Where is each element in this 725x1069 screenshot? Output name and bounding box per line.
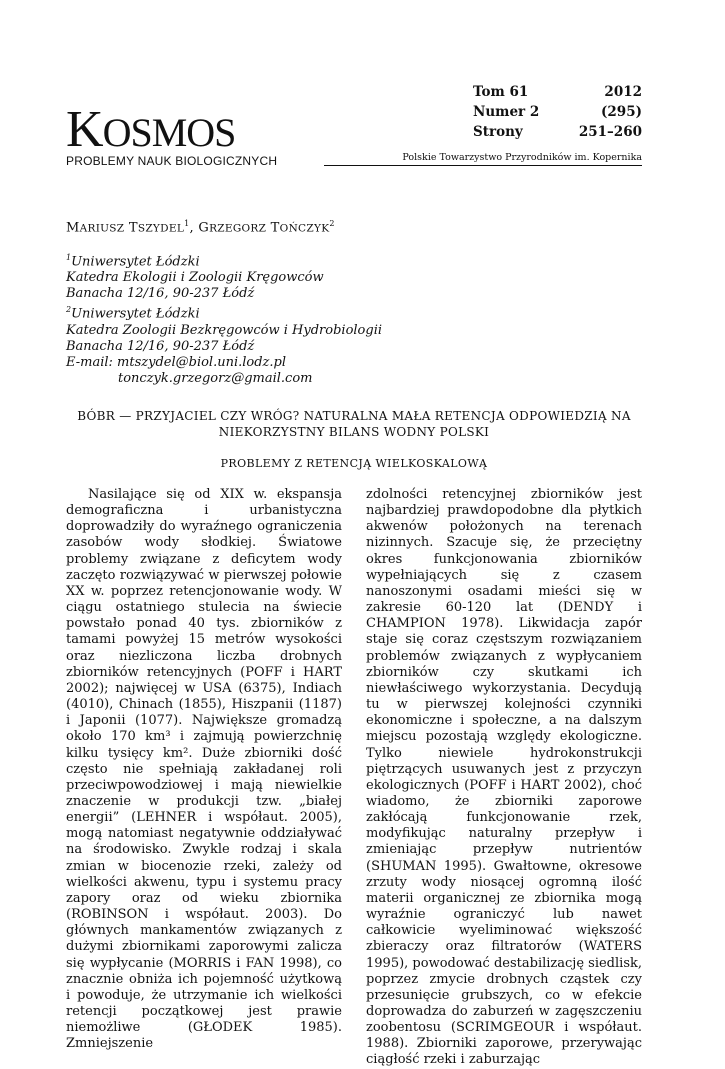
authors: MARIUSZ TSZYDEL$^1$, GRZEGORZ TOŃCZYK$^2$	[66, 219, 335, 236]
body-column-right: zdolności retencyjnej zbiorników jest najbardziej prawdopodobne dla płytkich akwenów położonych na terenach nizinnych. Szacuje się, że przeciętny okres funkcjonowania zbiorników wypełniających się z czasem nanoszonymi osadami mieści się w zakresie 60-120 lat (DENDY i CHAMPION 1978). Likwidacja zapór staje się coraz częstszym rozwiązaniem problemów związanych z wypłycaniem zbiorników czy skutkami ich niewłaściwego wykorzystania. Decydują tu w pierwszej kolejności czynniki ekonomiczne i społeczne, a na dalszym miejscu pozostają względy ekologiczne. Tylko niewiele hydrokonstrukcji piętrzących usuwanych jest z przyczyn ekologicznych (POFF i HART 2002), choć wiadomo, że zbiorniki zaporowe zakłócają funkcjonowanie rzek, modyfikując naturalny przepływ i zmieniając przepływ nutrientów (SHUMAN 1995). Gwałtowne, okresowe zrzuty wody niosącej ogromną ilość materii organicznej ze zbiornika mogą wyraźnie ograniczyć lub nawet całkowicie wyeliminować większość zbieraczy oraz filtratorów (WATERS 1995), powodować destabilizację siedlisk, poprzez zmycie drobnych cząstek czy przesunięcie grubszych, co w efekcie doprowadza do zaburzeń w zagęszczeniu zoobentosu (SCRIMGEOUR i współaut. 1988). Zbiorniki zaporowe, przerywając ciągłość rzeki i zaburzając	[366, 487, 642, 1068]
journal-subtitle: PROBLEMY NAUK BIOLOGICZNYCH	[66, 154, 278, 168]
masthead-rule	[324, 165, 642, 166]
section-heading: PROBLEMY Z RETENCJĄ WIELKOSKALOWĄ	[220, 457, 488, 470]
issue-info	[473, 84, 642, 144]
issue-number: Numer 2 (295)	[473, 104, 642, 120]
masthead	[66, 84, 642, 174]
article-title: BÓBR — PRZYJACIEL CZY WRÓG? NATURALNA MAŁA RETENCJA ODPOWIEDZIĄ NA NIEKORZYSTNY BILANS WODNY POLSKI	[77, 409, 631, 439]
affiliations	[66, 250, 382, 387]
society-name: Polskie Towarzystwo Przyrodników im. Kopernika	[402, 152, 642, 163]
affiliation-line: Banacha 12/16, 90-237 Łódź	[66, 286, 255, 302]
issue-volume: Tom 61 2012	[473, 84, 642, 100]
email-line: tonczyk.grzegorz@gmail.com	[118, 370, 313, 386]
affiliation-line: Banacha 12/16, 90-237 Łódź	[66, 338, 255, 354]
issue-pages: Strony 251–260	[473, 124, 642, 140]
affiliation-line: $^1$Uniwersytet Łódzki	[66, 253, 200, 270]
affiliation-line: Katedra Ekologii i Zoologii Kręgowców	[66, 270, 324, 286]
email-line: E-mail: mtszydel@biol.uni.lodz.pl	[66, 354, 287, 370]
body-column-left: Nasilające się od XIX w. ekspansja demograficzna i urbanistyczna doprowadziły do wyraźnego ograniczenia zasobów wody słodkiej. Światowe problemy związane z deficytem wody zaczęto rozwiązywać w pierwszej połowie XX w. poprzez retencjonowanie wody. W ciągu ostatniego stulecia na świecie powstało ponad 40 tys. zbiorników z tamami powyżej 15 metrów wysokości oraz niezliczona liczba drobnych zbiorników retencyjnych (POFF i HART 2002); najwięcej w USA (6375), Indiach (4010), Chinach (1855), Hiszpanii (1187) i Japonii (1077). Największe gromadzą około 170 km³ i zajmują powierzchnię kilku tysięcy km². Duże zbiorniki dość często nie spełniają zakładanej roli przeciwpowodziowej i mają niewielkie znaczenie w produkcji tzw. „białej energii” (LEHNER i współaut. 2005), mogą natomiast negatywnie oddziaływać na środowisko. Zwykle rodzaj i skala zmian w biocenozie rzeki, zależy od wielkości akwenu, typu i systemu pracy zapory oraz od wieku zbiornika (ROBINSON i współaut. 2003). Do głównych mankamentów związanych z dużymi zbiornikami zaporowymi zalicza się wypłycanie (MORRIS i FAN 1998), co znacznie obniża ich pojemność użytkową i powoduje, że utrzymanie ich wielkości retencji początkowej jest prawie niemożliwe (GŁODEK 1985). Zmniejszenie	[66, 487, 342, 1052]
affiliation-line: $^2$Uniwersytet Łódzki	[66, 305, 200, 322]
affiliation-line: Katedra Zoologii Bezkręgowców i Hydrobiologii	[66, 322, 383, 338]
journal-logo: KOSMOS	[66, 101, 236, 158]
